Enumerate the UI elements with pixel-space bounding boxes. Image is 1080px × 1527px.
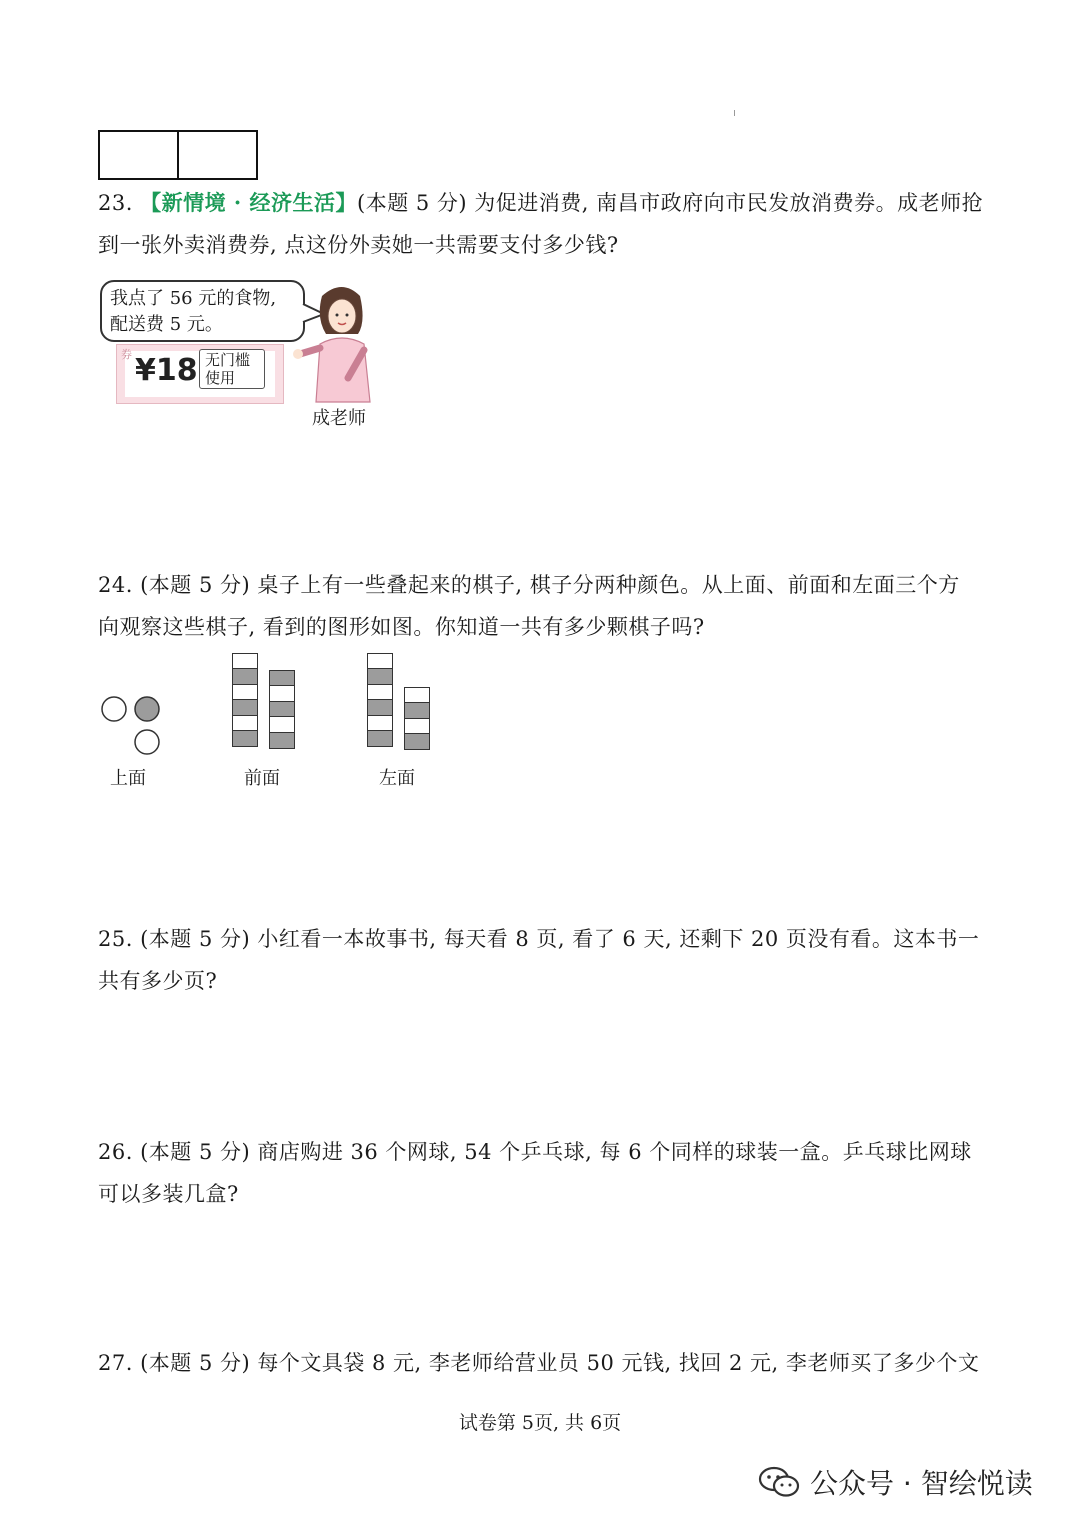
q23-context-tag: 【新情境 · 经济生活】: [140, 190, 358, 215]
coupon-note-line-2: 使用: [205, 369, 236, 387]
front-stack-1-piece-4: [232, 699, 258, 716]
left-stack-1-piece-3: [367, 684, 393, 701]
q26-line-1: 26. (本题 5 分) 商店购进 36 个网球, 54 个乒乓球, 每 6 个同样的球装一盒。乒乓球比网球: [98, 1140, 972, 1164]
watermark: [758, 1462, 1033, 1502]
bubble-line-1: 我点了 56 元的食物,: [110, 288, 277, 309]
front-stack-1-piece-3: [232, 684, 258, 701]
teacher-caption: 成老师: [312, 408, 366, 429]
front-stack-1-piece-5: [232, 715, 258, 732]
front-stack-2-piece-1: [269, 670, 295, 687]
left-stack-1-piece-1: [367, 653, 393, 670]
q24-line-2: 向观察这些棋子, 看到的图形如图。你知道一共有多少颗棋子吗?: [98, 615, 705, 639]
left-view-stack-2: [404, 688, 430, 750]
front-stack-1-piece-2: [232, 668, 258, 685]
teacher-illustration: [286, 282, 376, 406]
left-stack-2-piece-3: [404, 718, 430, 735]
scan-mark: [734, 110, 735, 116]
answer-cell-1[interactable]: [100, 132, 179, 178]
left-stack-2-piece-4: [404, 733, 430, 750]
top-view: [98, 694, 168, 758]
answer-box[interactable]: [98, 130, 258, 180]
front-stack-2-piece-2: [269, 685, 295, 702]
left-stack-2-piece-1: [404, 687, 430, 704]
top-view-piece-3: [135, 730, 159, 754]
left-stack-1-piece-2: [367, 668, 393, 685]
top-view-piece-1: [102, 697, 126, 721]
coupon-amount: ¥18: [135, 353, 198, 388]
front-stack-1-piece-1: [232, 653, 258, 670]
left-stack-2-piece-2: [404, 702, 430, 719]
front-view-stack-2: [269, 671, 295, 749]
q26-line-2: 可以多装几盒?: [98, 1182, 239, 1206]
q23-line-2: 到一张外卖消费券, 点这份外卖她一共需要支付多少钱?: [98, 233, 619, 257]
coupon-note: [199, 349, 265, 389]
left-stack-1-piece-4: [367, 699, 393, 716]
q25-line-1: 25. (本题 5 分) 小红看一本故事书, 每天看 8 页, 看了 6 天, 还剩下 20 页没有看。这本书一: [98, 927, 980, 951]
left-view-label: 左面: [379, 768, 415, 789]
bubble-line-2: 配送费 5 元。: [110, 314, 223, 335]
left-view-stack-1: [367, 654, 393, 747]
answer-cell-2[interactable]: [179, 132, 256, 178]
coupon-corner-label: 券: [121, 348, 132, 361]
front-stack-2-piece-5: [269, 732, 295, 749]
watermark-text: 公众号 · 智绘悦读: [810, 1467, 1033, 1500]
page-footer: 试卷第 5页, 共 6页: [458, 1412, 622, 1434]
front-view-stack-1: [232, 654, 258, 747]
front-stack-1-piece-6: [232, 730, 258, 747]
coupon: [116, 344, 284, 404]
top-view-label: 上面: [110, 768, 146, 789]
q24-line-1: 24. (本题 5 分) 桌子上有一些叠起来的棋子, 棋子分两种颜色。从上面、前面和左面三个方: [98, 573, 960, 597]
q27-line-1: 27. (本题 5 分) 每个文具袋 8 元, 李老师给营业员 50 元钱, 找回 2 元, 李老师买了多少个文: [98, 1351, 980, 1375]
q23-text-1: (本题 5 分) 为促进消费, 南昌市政府向市民发放消费券。成老师抢: [357, 191, 984, 215]
front-stack-2-piece-4: [269, 716, 295, 733]
q23-line-1: [98, 188, 983, 218]
front-view-label: 前面: [244, 768, 280, 789]
front-stack-2-piece-3: [269, 701, 295, 718]
speech-bubble: [100, 280, 305, 342]
q25-line-2: 共有多少页?: [98, 969, 218, 993]
left-stack-1-piece-5: [367, 715, 393, 732]
wechat-icon: [758, 1465, 800, 1499]
top-view-piece-2: [135, 697, 159, 721]
q23-number: 23.: [98, 191, 133, 215]
coupon-note-line-1: 无门槛: [205, 351, 251, 369]
left-stack-1-piece-6: [367, 730, 393, 747]
